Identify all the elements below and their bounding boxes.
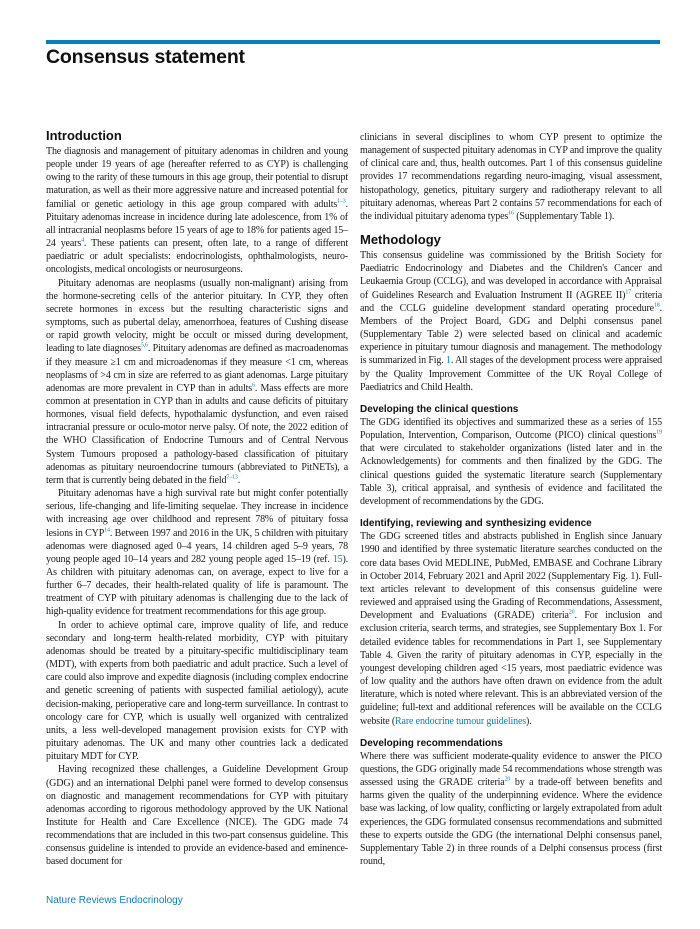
evidence-paragraph: The GDG screened titles and abstracts published in English since January 1990 and identified by three systematic literature searches conducted on the core data bases Ovid MEDLINE, PubMed, EMBASE and Cochrane Library in October 2014, February 2021 and April 2022 (Supplementary Fig. 1). Full-text articles relevant to development of this consensus guideline were reviewed and appraised using the Grading of Recommendations, Assessment, Development and Evaluations (GRADE) criteria$^{20}$. For inclusion and exclusion criteria, search terms, and strategies, see Supplementary Box 1. For detailed evidence tables for recommendations in Part 1, see Supplementary Table 4. Given the rarity of pituitary adenomas in CYP, especially in the youngest developing children aged <15 years, most paediatric evidence was of low quality and the authors have often drawn on evidence from the adult literature, which is noted where relevant. This is an abbreviated version of the guideline; full-text and additional references will be available on the CCLG website (Rare endocrine tumour guidelines). xyxy=(360,531,662,727)
intro-paragraph-4: In order to achieve optimal care, improve quality of life, and reduce secondary and long-term health-related morbidity, CYP with pituitary adenomas should be treated by a pituitary-specific multidisciplinary team (MDT), with experts from both paediatric and adult practice. Such a level of care could also improve and expedite diagnosis (including complex endocrine and genetic screening of patients with suspected familial aetiology), acute decision-making, perioperative care and long-term surveillance. In contrast to oncology care for CYP, which is usually well organized with centralized units, a less well-developed management provision exists for CYP with pituitary adenomas. The UK and many other countries lack a dedicated pituitary MDT for CYP. xyxy=(46,619,348,763)
recommendations-paragraph: Where there was sufficient moderate-quality evidence to answer the PICO questions, the GDG originally made 54 recommendations whose strength was assessed using the GRADE criteria$^{20}$ by a trade-off between benefits and harms given the quality of the underpinning evidence. Where the evidence base was lacking, of low quality, conflicting or largely extrapolated from adult experiences, the GDG formulated consensus recommendations and submitted these to experts outside the GDG (the international Delphi consensus panel, Supplementary Table 2) in three rounds of a Delphi consensus process (first round, xyxy=(360,750,662,868)
citation[interactable]: 6 xyxy=(251,382,255,389)
intro-paragraph-5: Having recognized these challenges, a Guideline Development Group (GDG) and an international Delphi panel were formed to develop consensus on diagnostic and management recommendations for CYP with pituitary adenomas according to rigorous methodology approved by the UK National Institute for Health and Care Excellence (NICE). The GDG made 74 recommendations that are included in this two-part consensus guideline. This consensus guideline is intended to provide an evidence-based and eminence-based document for xyxy=(46,764,348,868)
citation[interactable]: 5,6 xyxy=(140,343,148,350)
intro-paragraph-continued: clinicians in several disciplines to whom CYP present to optimize the management of suspected pituitary adenomas in CYP and improve the quality of clinical care and, thus, health outcomes. Part 1 of this consensus guideline provides 17 recommendations regarding neuro-imaging, visual assessment, histopathology, genetics, pituitary surgery and radiotherapy relevant to all pituitary adenomas, whereas Part 2 contains 57 recommendations for each of the individual pituitary adenoma types$^{16}$ (Supplementary Table 1). xyxy=(360,132,662,222)
methodology-heading: Methodology xyxy=(360,232,441,248)
figure-link[interactable]: 1 xyxy=(445,355,451,367)
header-rule xyxy=(46,40,660,44)
subheading-recommendations: Developing recommendations xyxy=(360,737,503,749)
left-column xyxy=(46,128,348,869)
introduction-heading: Introduction xyxy=(46,128,122,143)
page-title: Consensus statement xyxy=(46,46,245,68)
citation[interactable]: 7–13 xyxy=(226,474,238,481)
citation[interactable]: 14 xyxy=(104,527,110,534)
intro-paragraph-1: The diagnosis and management of pituitary adenomas in children and young people under 19 years of age (hereafter referred to as CYP) is challenging owing to the rarity of these tumours in this age group, their potential to disrupt maturation, as well as their more aggressive nature and increased potential for familial or genetic aetiology in this age group compared with adults$^{1-3}$. Pituitary adenomas increase in incidence during late adolescence, from 1% of all intracranial neoplasms before 15 years of age to 18% for patients aged 15–24 years$^4$. These patients can present, often late, to a range of different paediatric or adult specialists: endocrinologists, ophthalmologists, neuro-oncologists, medical oncologists or neurosurgeons. xyxy=(46,146,348,276)
subheading-evidence: Identifying, reviewing and synthesizing evidence xyxy=(360,518,592,530)
journal-footer: Nature Reviews Endocrinology xyxy=(46,895,183,906)
citation[interactable]: 4 xyxy=(81,237,84,244)
reference-link[interactable]: 15 xyxy=(332,553,343,565)
citation[interactable]: 20 xyxy=(504,776,511,783)
citation[interactable]: 17 xyxy=(625,289,632,296)
citation[interactable]: 20 xyxy=(568,609,575,616)
citation[interactable]: 19 xyxy=(656,429,662,436)
intro-paragraph-3: Pituitary adenomas have a high survival rate but might confer potentially serious, life-changing and life-limiting sequelae. They increase in incidence with increasing age over childhood and represent 78% of pituitary fossa lesions in CYP$^{14}$. Between 1997 and 2016 in the UK, 5 children with pituitary adenomas were diagnosed aged 0–4 years, 14 children aged 5–9 years, 78 young people aged 10–14 years and 282 young people aged 15–19 (ref. 15). As children with pituitary adenomas can, on average, expect to live for a further 6–7 decades, their health-related quality of life is paramount. The treatment of CYP with pituitary adenomas is challenging due to the lack of high-quality evidence for treatment recommendations for this age group. xyxy=(46,488,348,618)
citation[interactable]: 18 xyxy=(653,302,660,309)
clinical-questions-paragraph: The GDG identified its objectives and summarized these as a series of 155 Population, Intervention, Comparison, Outcome (PICO) clinical questions$^{19}$ that were circulated to stakeholder organizations (listed later and in the Acknowledgements) for comments and then finalized by the GDG. The clinical questions guided the systematic literature search (Supplementary Table 3), critical appraisal, and synthesis of evidence and facilitated the development of recommendations by the GDG. xyxy=(360,417,662,507)
subheading-clinical-questions: Developing the clinical questions xyxy=(360,403,519,415)
right-column xyxy=(360,131,662,868)
methodology-paragraph: This consensus guideline was commissioned by the British Society for Paediatric Endocrinology and Diabetes and the Children's Cancer and Leukaemia Group (CCLG), and was developed in accordance with Appraisal of Guidelines Research and Evaluation Instrument II (AGREE II)$^{17}$ criteria and the CCLG guideline development standard operating procedure$^{18}$. Members of the Project Board, GDG and Delphi consensus panel (Supplementary Table 2) were selected based on clinical and academic experience in pituitary tumour diagnosis and management. The methodology is summarized in Fig. 1. All stages of the development process were appraised by the Quality Improvement Committee of the UK Royal College of Paediatrics and Child Health. xyxy=(360,250,662,393)
intro-paragraph-2: Pituitary adenomas are neoplasms (usually non-malignant) arising from the hormone-secreting cells of the anterior pituitary. In CYP, they often secrete hormones in excess but the resulting characteristic signs and symptoms, such as pubertal delay, amenorrhoea, features of Cushing disease or rapid growth velocity, might be occult or missed during development, leading to late diagnoses$^{5,6}$. Pituitary adenomas are defined as macroadenomas if they measure ≥1 cm and microadenomas if they measure <1 cm, whereas neoplasms of >4 cm in size are referred to as giant adenomas. Large pituitary adenomas are more prevalent in CYP than in adults$^6$. Mass effects are more common at presentation in CYP than in adults and cause deficits of pituitary hormones, visual field defects, hypothalamic dysfunction, and even raised intracranial pressure or oculo-motor nerve palsy. Of note, the 2022 edition of the WHO Classification of Endocrine Tumours and of Central Nervous System Tumours proposed a pathology-based classification of pituitary adenomas as pituitary neuroendocrine tumours (abbreviated to PitNETs), a term that is currently being debated in the field$^{7-13}$. xyxy=(46,277,348,486)
citation[interactable]: 1–3 xyxy=(337,198,346,205)
citation[interactable]: 16 xyxy=(508,210,514,217)
cclg-guidelines-link[interactable]: Rare endocrine tumour guidelines xyxy=(395,715,527,727)
